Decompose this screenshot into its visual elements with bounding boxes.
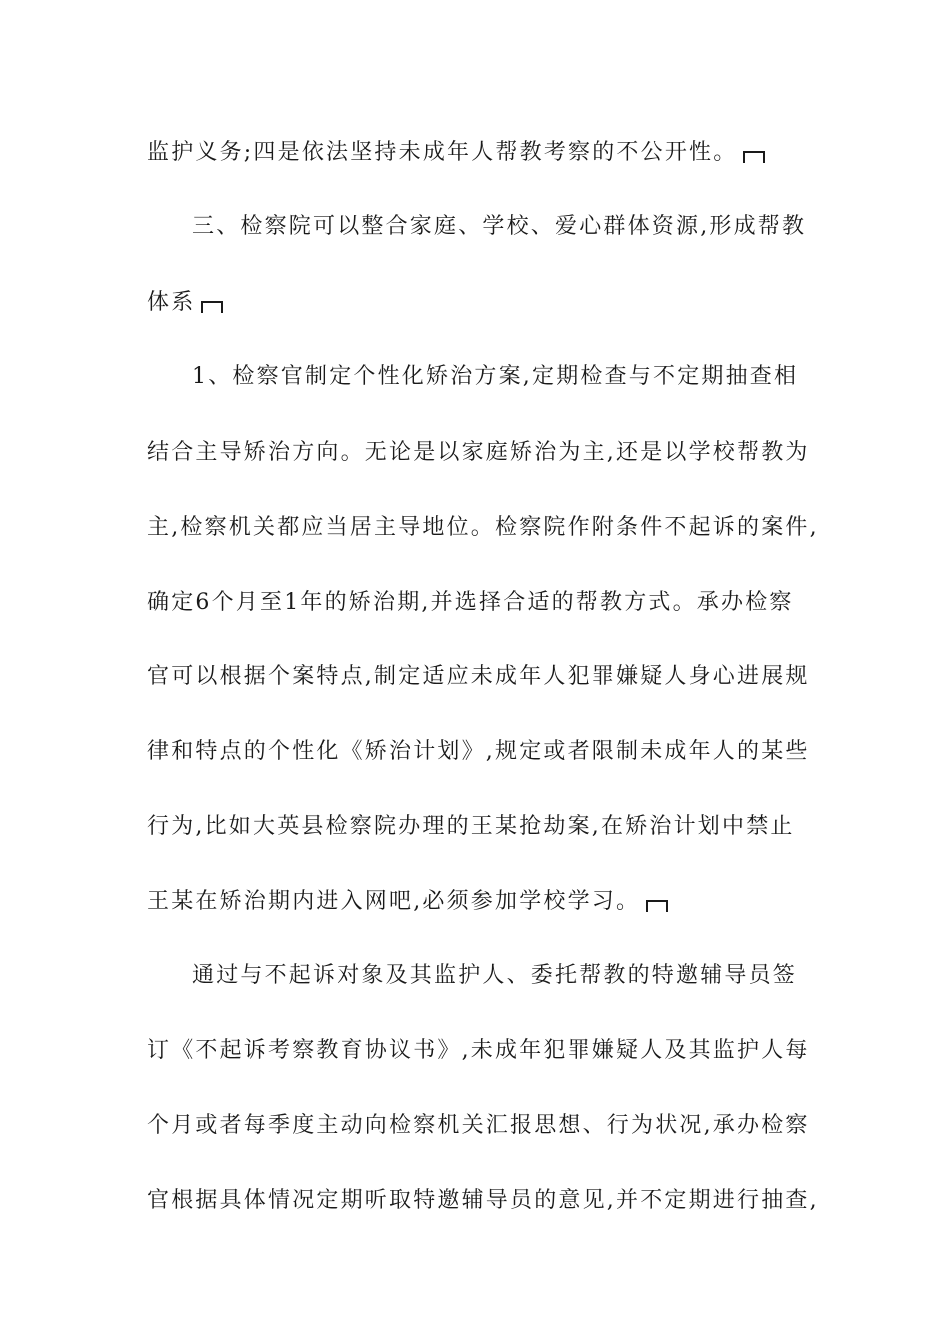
- paragraph-mark-icon: [646, 900, 668, 912]
- line-text: 律和特点的个性化《矫治计划》,规定或者限制未成年人的某些: [147, 739, 810, 764]
- line-text: 王某在矫治期内进入网吧,必须参加学校学习。: [147, 889, 641, 914]
- text-line-15: [147, 1188, 819, 1214]
- text-line-13: [147, 1038, 810, 1064]
- text-line-4: [192, 364, 798, 390]
- paragraph-mark-icon: [743, 151, 765, 163]
- text-line-3: [147, 290, 223, 316]
- line-text: 官可以根据个案特点,制定适应未成年人犯罪嫌疑人身心进展规: [147, 664, 810, 689]
- line-text: 官根据具体情况定期听取特邀辅导员的意见,并不定期进行抽查,: [147, 1188, 819, 1213]
- line-text: 三、检察院可以整合家庭、学校、爱心群体资源,形成帮教: [192, 214, 807, 239]
- text-line-11: [147, 889, 668, 915]
- line-text: 行为,比如大英县检察院办理的王某抢劫案,在矫治计划中禁止: [147, 814, 795, 839]
- line-text: 监护义务;四是依法坚持未成年人帮教考察的不公开性。: [147, 140, 738, 165]
- text-line-8: [147, 664, 810, 690]
- text-line-14: [147, 1113, 810, 1139]
- text-line-6: [147, 515, 819, 541]
- line-text: 1、检察官制定个性化矫治方案,定期检查与不定期抽查相: [192, 364, 799, 389]
- line-text: 确定6个月至1年的矫治期,并选择合适的帮教方式。承办检察: [147, 590, 794, 615]
- line-text: 结合主导矫治方向。无论是以家庭矫治为主,还是以学校帮教为: [147, 440, 810, 465]
- line-text: 订《不起诉考察教育协议书》,未成年犯罪嫌疑人及其监护人每: [147, 1038, 810, 1063]
- line-text: 通过与不起诉对象及其监护人、委托帮教的特邀辅导员签: [192, 963, 798, 988]
- text-line-7: [147, 590, 794, 616]
- text-line-2: [192, 214, 806, 240]
- line-text: 体系: [147, 290, 196, 315]
- text-line-1: [147, 140, 765, 166]
- text-line-9: [147, 739, 810, 765]
- text-line-5: [147, 440, 810, 466]
- paragraph-mark-icon: [201, 301, 223, 313]
- text-line-10: [147, 814, 795, 840]
- text-line-12: [192, 963, 797, 989]
- line-text: 主,检察机关都应当居主导地位。检察院作附条件不起诉的案件,: [147, 515, 819, 540]
- line-text: 个月或者每季度主动向检察机关汇报思想、行为状况,承办检察: [147, 1113, 810, 1138]
